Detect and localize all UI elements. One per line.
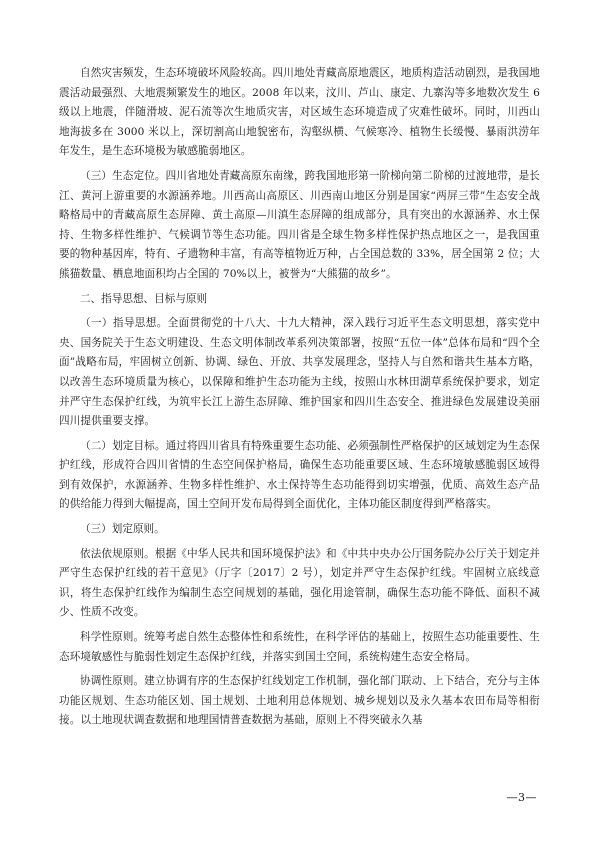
principles-heading: （三）划定原则。 bbox=[80, 523, 165, 536]
paragraph-coordination-principle: 协调性原则。建立协调有序的生态保护红线划定工作机制，强化部门联动、上下结合，充分与主体功能区规划、生态功能区划、国土规划、土地利用总体规划、城乡规划以及永久基本农田布局等相衔接。以土地现状调查数据和地理国情普查数据为基础，原则上不得突破永久基 bbox=[59, 675, 540, 727]
paragraph-natural-disasters: 自然灾害频发，生态环境破坏风险较高。四川地处青藏高原地震区，地质构造活动剧烈，是我国地震活动最强烈、大地震频繁发生的地区。2008 年以来，汶川、芦山、康定、九寨沟等多地数次发生 6 级以上地震，伴随滑坡、泥石流等次生地质灾害，对区域生态环境造成了灾难性破坏。同时，川西山地海拔多在 3000 米以上，深切割高山地貌密布，沟壑纵横、气候寒冷、植物生长缓慢、暴雨洪涝年年发生，是生态环境极为敏感脆弱地区。 bbox=[59, 67, 540, 158]
document-page bbox=[59, 64, 540, 736]
paragraph-delineation-goals: （二）划定目标。通过将四川省具有特殊重要生态功能、必须强制性严格保护的区域划定为生态保护红线，形成符合四川省情的生态空间保护格局，确保生态功能重要区域、生态环境敏感脆弱区域得到有效保护，水源涵养、生物多样性维护、水土保持等生态功能得到切实增强，优质、高效生态产品的供给能力得到大幅提高，国土空间开发布局得到全面优化，主体功能区制度得到严格落实。 bbox=[59, 439, 540, 511]
paragraph-scientific-principle: 科学性原则。统筹考虑自然生态整体性和系统性，在科学评估的基础上，按照生态功能重要性、生态环境敏感性与脆弱性划定生态保护红线，并落实到国土空间，系统构建生态安全格局。 bbox=[59, 631, 540, 663]
paragraph-legal-principle: 依法依规原则。根据《中华人民共和国环境保护法》和《中共中央办公厅国务院办公厅关于划定并严守生态保护红线的若干意见》（厅字〔2017〕2 号），划定并严守生态保护红线。牢固树立底线意识，将生态保护红线作为编制生态空间规划的基础，强化用途管制，确保生态功能不降低、面积不减少、性质不改变。 bbox=[59, 547, 540, 619]
section-heading: 二、指导思想、目标与原则 bbox=[80, 292, 208, 305]
paragraph-ecological-positioning: （三）生态定位。四川省地处青藏高原东南缘，跨我国地形第一阶梯向第二阶梯的过渡地带，是长江、黄河上游重要的水源涵养地。川西高山高原区、川西南山地区分别是国家“两屏三带”生态安全战略格局中的青藏高原生态屏障、黄土高原—川滇生态屏障的组成部分，具有突出的水源涵养、水土保持、生物多样性维护、气候调节等生态功能。四川省是全球生物多样性保护热点地区之一，是我国重要的物种基因库，特有、孑遗物种丰富，有高等植物近万种，占全国总数的 33%，居全国第 2 位；大熊猫数量、栖息地面积均占全国的 70%以上，被誉为“大熊猫的故乡”。 bbox=[59, 169, 540, 280]
paragraph-guiding-ideology: （一）指导思想。全面贯彻党的十八大、十九大精神，深入践行习近平生态文明思想，落实党中央、国务院关于生态文明建设、生态文明体制改革系列决策部署，按照“五位一体”总体布局和“四个全面”战略布局，牢固树立创新、协调、绿色、开放、共享发展理念，坚持人与自然和谐共生基本方略，以改善生态环境质量为核心，以保障和维护生态功能为主线，按照山水林田湖草系统保护要求，划定并严守生态保护红线，为筑牢长江上游生态屏障、维护国家和四川生态安全、推进绿色发展建设美丽四川提供重要支撑。 bbox=[59, 317, 540, 428]
page-number: —3— bbox=[506, 791, 537, 804]
